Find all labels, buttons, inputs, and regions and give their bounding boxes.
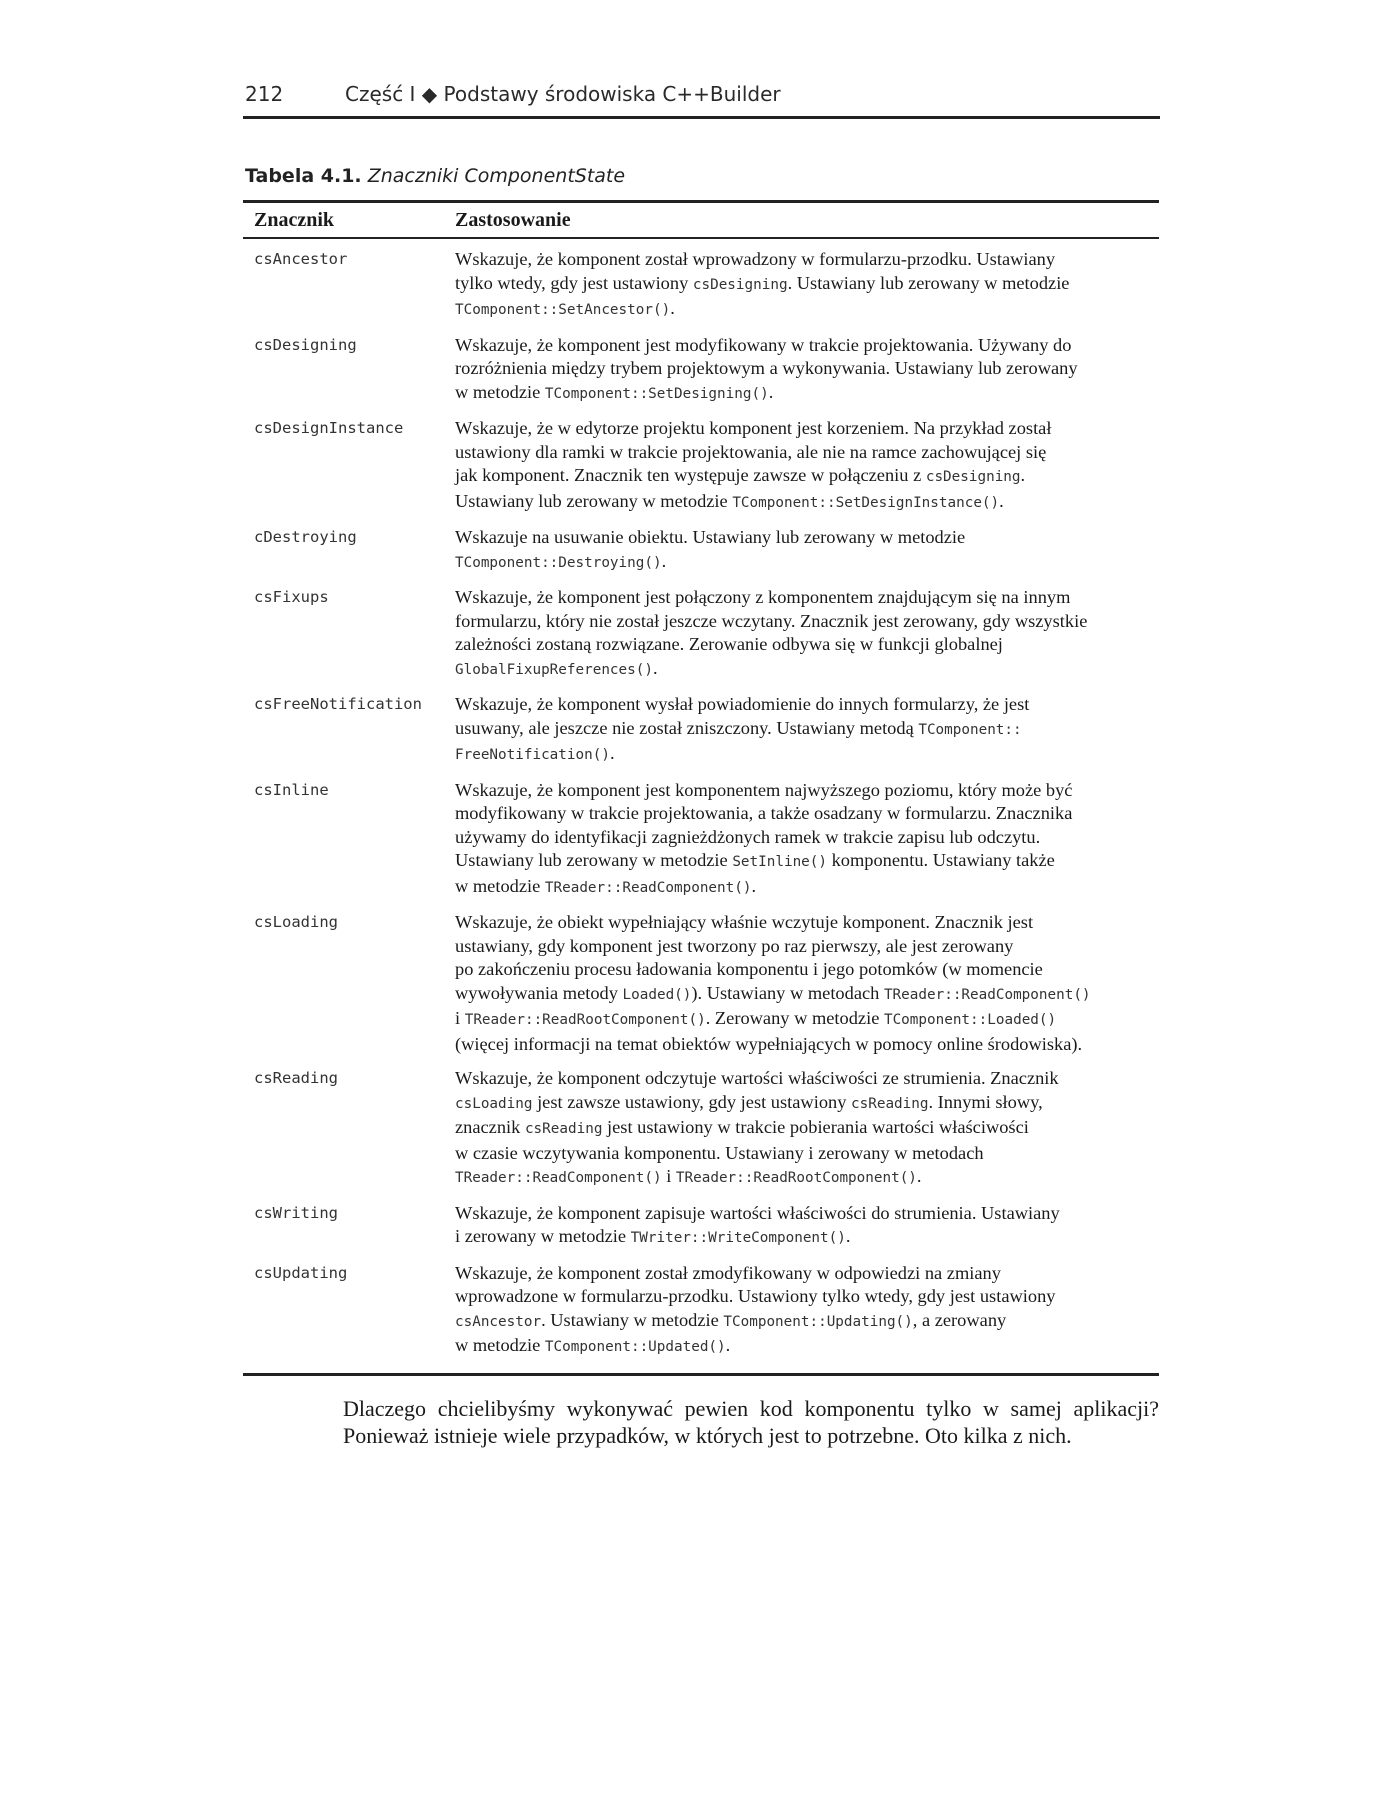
description-text: formularzu, który nie został jeszcze wczytany. Znacznik jest zerowany, gdy wszystkie — [455, 610, 1088, 631]
description-line — [455, 441, 1155, 465]
description-text: . Zerowany w metodzie — [705, 1008, 884, 1028]
table-row — [243, 526, 1159, 575]
header-rule — [243, 116, 1160, 119]
code-identifier: TReader::ReadRootComponent() — [675, 1170, 917, 1186]
description-line — [455, 982, 1155, 1008]
description-line — [455, 1309, 1155, 1335]
code-identifier: TComponent::Updated() — [544, 1339, 726, 1355]
body-paragraph — [343, 1395, 1159, 1449]
description-line — [455, 1165, 1155, 1191]
flag-description — [453, 526, 1159, 575]
description-text: Wskazuje, że w edytorze projektu komponent jest korzeniem. Na przykład został — [455, 418, 1052, 438]
description-text: Ustawiany lub zerowany w metodzie — [455, 490, 733, 511]
table-caption — [245, 165, 625, 187]
description-text: ). Ustawiany w metodach — [691, 982, 884, 1003]
description-text: . — [670, 298, 675, 318]
description-text: Wskazuje, że komponent wysłał powiadomienie do innych formularzy, że jest — [455, 694, 1030, 714]
code-identifier: csLoading — [455, 1095, 533, 1112]
description-text: zależności zostaną rozwiązane. Zerowanie odbywa się w funkcji globalnej — [455, 634, 1003, 654]
description-text: usuwany, ale jeszcze nie został zniszczony. Ustawiany metodą — [455, 717, 919, 738]
description-line — [455, 417, 1155, 441]
description-line — [455, 1334, 1155, 1360]
component-state-table — [243, 200, 1159, 1376]
code-identifier: TWriter::WriteComponent() — [630, 1230, 846, 1246]
code-identifier: TComponent::SetAncestor() — [455, 302, 671, 318]
description-text: Wskazuje na usuwanie obiektu. Ustawiany lub zerowany w metodzie — [455, 527, 966, 547]
description-line — [455, 875, 1155, 901]
description-text: . — [725, 1335, 731, 1355]
description-line — [455, 1091, 1155, 1117]
table-row — [243, 1202, 1159, 1251]
description-line — [455, 1116, 1155, 1142]
description-line — [455, 526, 1155, 550]
description-text: Wskazuje, że komponent jest komponentem najwyższego poziomu, który może być — [455, 779, 1073, 800]
description-text: ustawiony dla ramki w trakcie projektowania, ale nie na ramce zachowującej się — [455, 441, 1047, 462]
description-text: . — [751, 875, 757, 896]
description-line — [455, 742, 1155, 768]
code-identifier: TComponent::Destroying() — [455, 554, 662, 571]
description-text: w metodzie — [455, 381, 545, 402]
description-text: . — [768, 381, 774, 402]
description-text: Wskazuje, że komponent jest modyfikowany w trakcie projektowania. Używany do — [455, 334, 1072, 355]
description-text: (więcej informacji na temat obiektów wypełniających w pomocy online środowiska). — [455, 1033, 1083, 1054]
description-line — [455, 779, 1155, 803]
table-row — [243, 911, 1159, 1056]
code-identifier: csDesigning — [925, 469, 1021, 485]
flag-description — [453, 779, 1159, 901]
description-line — [455, 911, 1155, 935]
code-identifier: TComponent::SetDesigning() — [544, 385, 769, 402]
column-header-flag: Znacznik — [254, 208, 335, 231]
description-text: ustawiany, gdy komponent jest tworzony po raz pierwszy, ale jest zerowany — [455, 935, 1014, 956]
table-row — [243, 1067, 1159, 1191]
description-text: w metodzie — [455, 875, 545, 896]
flag-name: csFreeNotification — [254, 695, 422, 713]
running-header — [245, 82, 1160, 118]
code-identifier: csReading — [851, 1095, 929, 1112]
description-line — [455, 464, 1155, 490]
code-identifier: csDesigning — [692, 276, 788, 293]
code-identifier: TComponent:: — [918, 721, 1022, 738]
description-text: . — [999, 490, 1004, 511]
code-identifier: Loaded() — [622, 986, 692, 1003]
code-identifier: TComponent::SetDesignInstance() — [732, 494, 1000, 511]
table-header — [243, 203, 1159, 237]
description-line — [455, 297, 1155, 323]
flag-name: csReading — [254, 1069, 338, 1087]
flag-name: csWriting — [254, 1203, 338, 1222]
description-text: . — [1020, 465, 1026, 485]
description-line — [455, 1202, 1155, 1226]
table-bottom-rule — [243, 1373, 1159, 1376]
description-line — [455, 1142, 1155, 1166]
description-line — [455, 657, 1155, 683]
flag-name: csAncestor — [254, 250, 348, 268]
flag-description — [453, 586, 1159, 682]
description-line — [455, 826, 1155, 850]
description-line — [455, 802, 1155, 826]
description-line — [455, 717, 1155, 743]
description-line — [455, 586, 1155, 610]
description-line — [455, 1067, 1155, 1091]
table-row — [243, 586, 1159, 682]
flag-name: csDesigning — [254, 335, 357, 354]
code-identifier: csAncestor — [455, 1313, 542, 1330]
description-line — [455, 272, 1155, 298]
flag-description — [453, 693, 1159, 768]
code-identifier: FreeNotification() — [455, 747, 610, 763]
description-text: . — [916, 1166, 922, 1186]
description-text: Wskazuje, że komponent został wprowadzony w formularzu-przodku. Ustawiany — [455, 249, 1056, 269]
code-identifier: TReader::ReadRootComponent() — [464, 1012, 706, 1028]
description-text: po zakończeniu procesu ładowania komponentu i jego potomków (w momencie — [455, 959, 1043, 979]
column-header-usage: Zastosowanie — [455, 208, 571, 231]
code-identifier: csReading — [524, 1121, 603, 1137]
description-text: i — [455, 1008, 465, 1028]
table-row — [243, 1262, 1159, 1360]
description-text: . — [652, 657, 658, 678]
description-text: i — [661, 1166, 676, 1186]
description-line — [455, 849, 1155, 875]
flag-name: csDesignInstance — [254, 419, 404, 437]
description-line — [455, 935, 1155, 959]
description-text: jest ustawiony w trakcie pobierania wartości właściwości — [602, 1117, 1029, 1137]
description-text: . — [609, 743, 615, 763]
description-text: modyfikowany w trakcie projektowania, a także osadzany w formularzu. Znacznika — [455, 803, 1073, 823]
description-text: Wskazuje, że komponent został zmodyfikowany w odpowiedzi na zmiany — [455, 1262, 1001, 1283]
description-text: rozróżnienia między trybem projektowym a wykonywania. Ustawiany lub zerowany — [455, 358, 1078, 378]
description-line — [455, 958, 1155, 982]
description-text: komponentu. Ustawiany także — [827, 850, 1055, 870]
description-text: Wskazuje, że obiekt wypełniający właśnie wczytuje komponent. Znacznik jest — [455, 912, 1034, 932]
flag-description — [453, 417, 1159, 515]
flag-description — [453, 911, 1159, 1056]
description-line — [455, 550, 1155, 576]
description-line — [455, 610, 1155, 634]
description-text: w czasie wczytywania komponentu. Ustawiany i zerowany w metodach — [455, 1142, 984, 1163]
code-identifier: SetInline() — [732, 854, 827, 870]
description-line — [455, 1033, 1155, 1057]
code-identifier: TReader::ReadComponent() — [883, 986, 1091, 1003]
body-paragraph-line: Dlaczego chcielibyśmy wykonywać pewien kod komponentu tylko w samej aplikacji? — [343, 1396, 1159, 1421]
body-paragraph-line: Ponieważ istnieje wiele przypadków, w których jest to potrzebne. Oto kilka z nich. — [343, 1423, 1072, 1448]
flag-description — [453, 1067, 1159, 1191]
description-line — [455, 248, 1155, 272]
description-line — [455, 1007, 1155, 1033]
table-row — [243, 417, 1159, 515]
code-identifier: TReader::ReadComponent() — [544, 879, 752, 896]
description-text: Wskazuje, że komponent zapisuje wartości właściwości do strumienia. Ustawiany — [455, 1202, 1060, 1223]
flag-name: cDestroying — [254, 528, 357, 546]
description-text: znacznik — [455, 1117, 525, 1137]
description-text: w metodzie — [455, 1335, 545, 1355]
description-text: . Ustawiany lub zerowany w metodzie — [787, 272, 1070, 293]
code-identifier: TComponent::Loaded() — [883, 1012, 1057, 1028]
table-row — [243, 248, 1159, 323]
flag-description — [453, 248, 1159, 323]
flag-name: csFixups — [254, 588, 329, 606]
description-line — [455, 357, 1155, 381]
description-text: jak komponent. Znacznik ten występuje zawsze w połączeniu z — [455, 465, 926, 485]
flag-description — [453, 1202, 1159, 1251]
description-line — [455, 381, 1155, 407]
description-line — [455, 490, 1155, 516]
description-text: , a zerowany — [912, 1309, 1007, 1330]
flag-description — [453, 334, 1159, 407]
page-number: 212 — [245, 82, 284, 106]
code-identifier: TReader::ReadComponent() — [455, 1170, 662, 1186]
chapter-title: Część I ◆ Podstawy środowiska C++Builder — [345, 82, 781, 106]
description-line — [455, 334, 1155, 358]
table-row — [243, 779, 1159, 901]
flag-name: csLoading — [254, 913, 338, 931]
description-text: Wskazuje, że komponent jest połączony z komponentem znajdującym się na innym — [455, 587, 1071, 607]
description-line — [455, 1285, 1155, 1309]
description-text: . Innymi słowy, — [928, 1091, 1043, 1112]
description-text: Ustawiany lub zerowany w metodzie — [455, 850, 733, 870]
description-line — [455, 693, 1155, 717]
table-row — [243, 334, 1159, 407]
table-caption-title: Znaczniki ComponentState — [367, 165, 626, 187]
description-text: tylko wtedy, gdy jest ustawiony — [455, 272, 693, 293]
description-text: jest zawsze ustawiony, gdy jest ustawiony — [532, 1091, 852, 1112]
description-text: i zerowany w metodzie — [455, 1226, 631, 1246]
table-row — [243, 693, 1159, 768]
description-text: wprowadzone w formularzu-przodku. Ustawiony tylko wtedy, gdy jest ustawiony — [455, 1286, 1056, 1306]
description-text: . Ustawiany w metodzie — [541, 1309, 724, 1330]
description-line — [455, 1262, 1155, 1286]
description-text: wywoływania metody — [455, 982, 623, 1003]
code-identifier: GlobalFixupReferences() — [455, 661, 653, 678]
description-text: używamy do identyfikacji zagnieżdżonych ramek w trakcie zapisu lub odczytu. — [455, 826, 1041, 847]
description-text: Wskazuje, że komponent odczytuje wartości właściwości ze strumienia. Znacznik — [455, 1068, 1059, 1088]
description-text: . — [845, 1226, 851, 1246]
flag-description — [453, 1262, 1159, 1360]
code-identifier: TComponent::Updating() — [723, 1313, 913, 1330]
flag-name: csUpdating — [254, 1263, 348, 1282]
table-body — [243, 239, 1159, 1373]
description-line — [455, 633, 1155, 657]
description-line — [455, 1225, 1155, 1251]
table-caption-number: Tabela 4.1. — [245, 165, 362, 187]
flag-name: csInline — [254, 780, 329, 799]
description-text: . — [661, 550, 667, 571]
